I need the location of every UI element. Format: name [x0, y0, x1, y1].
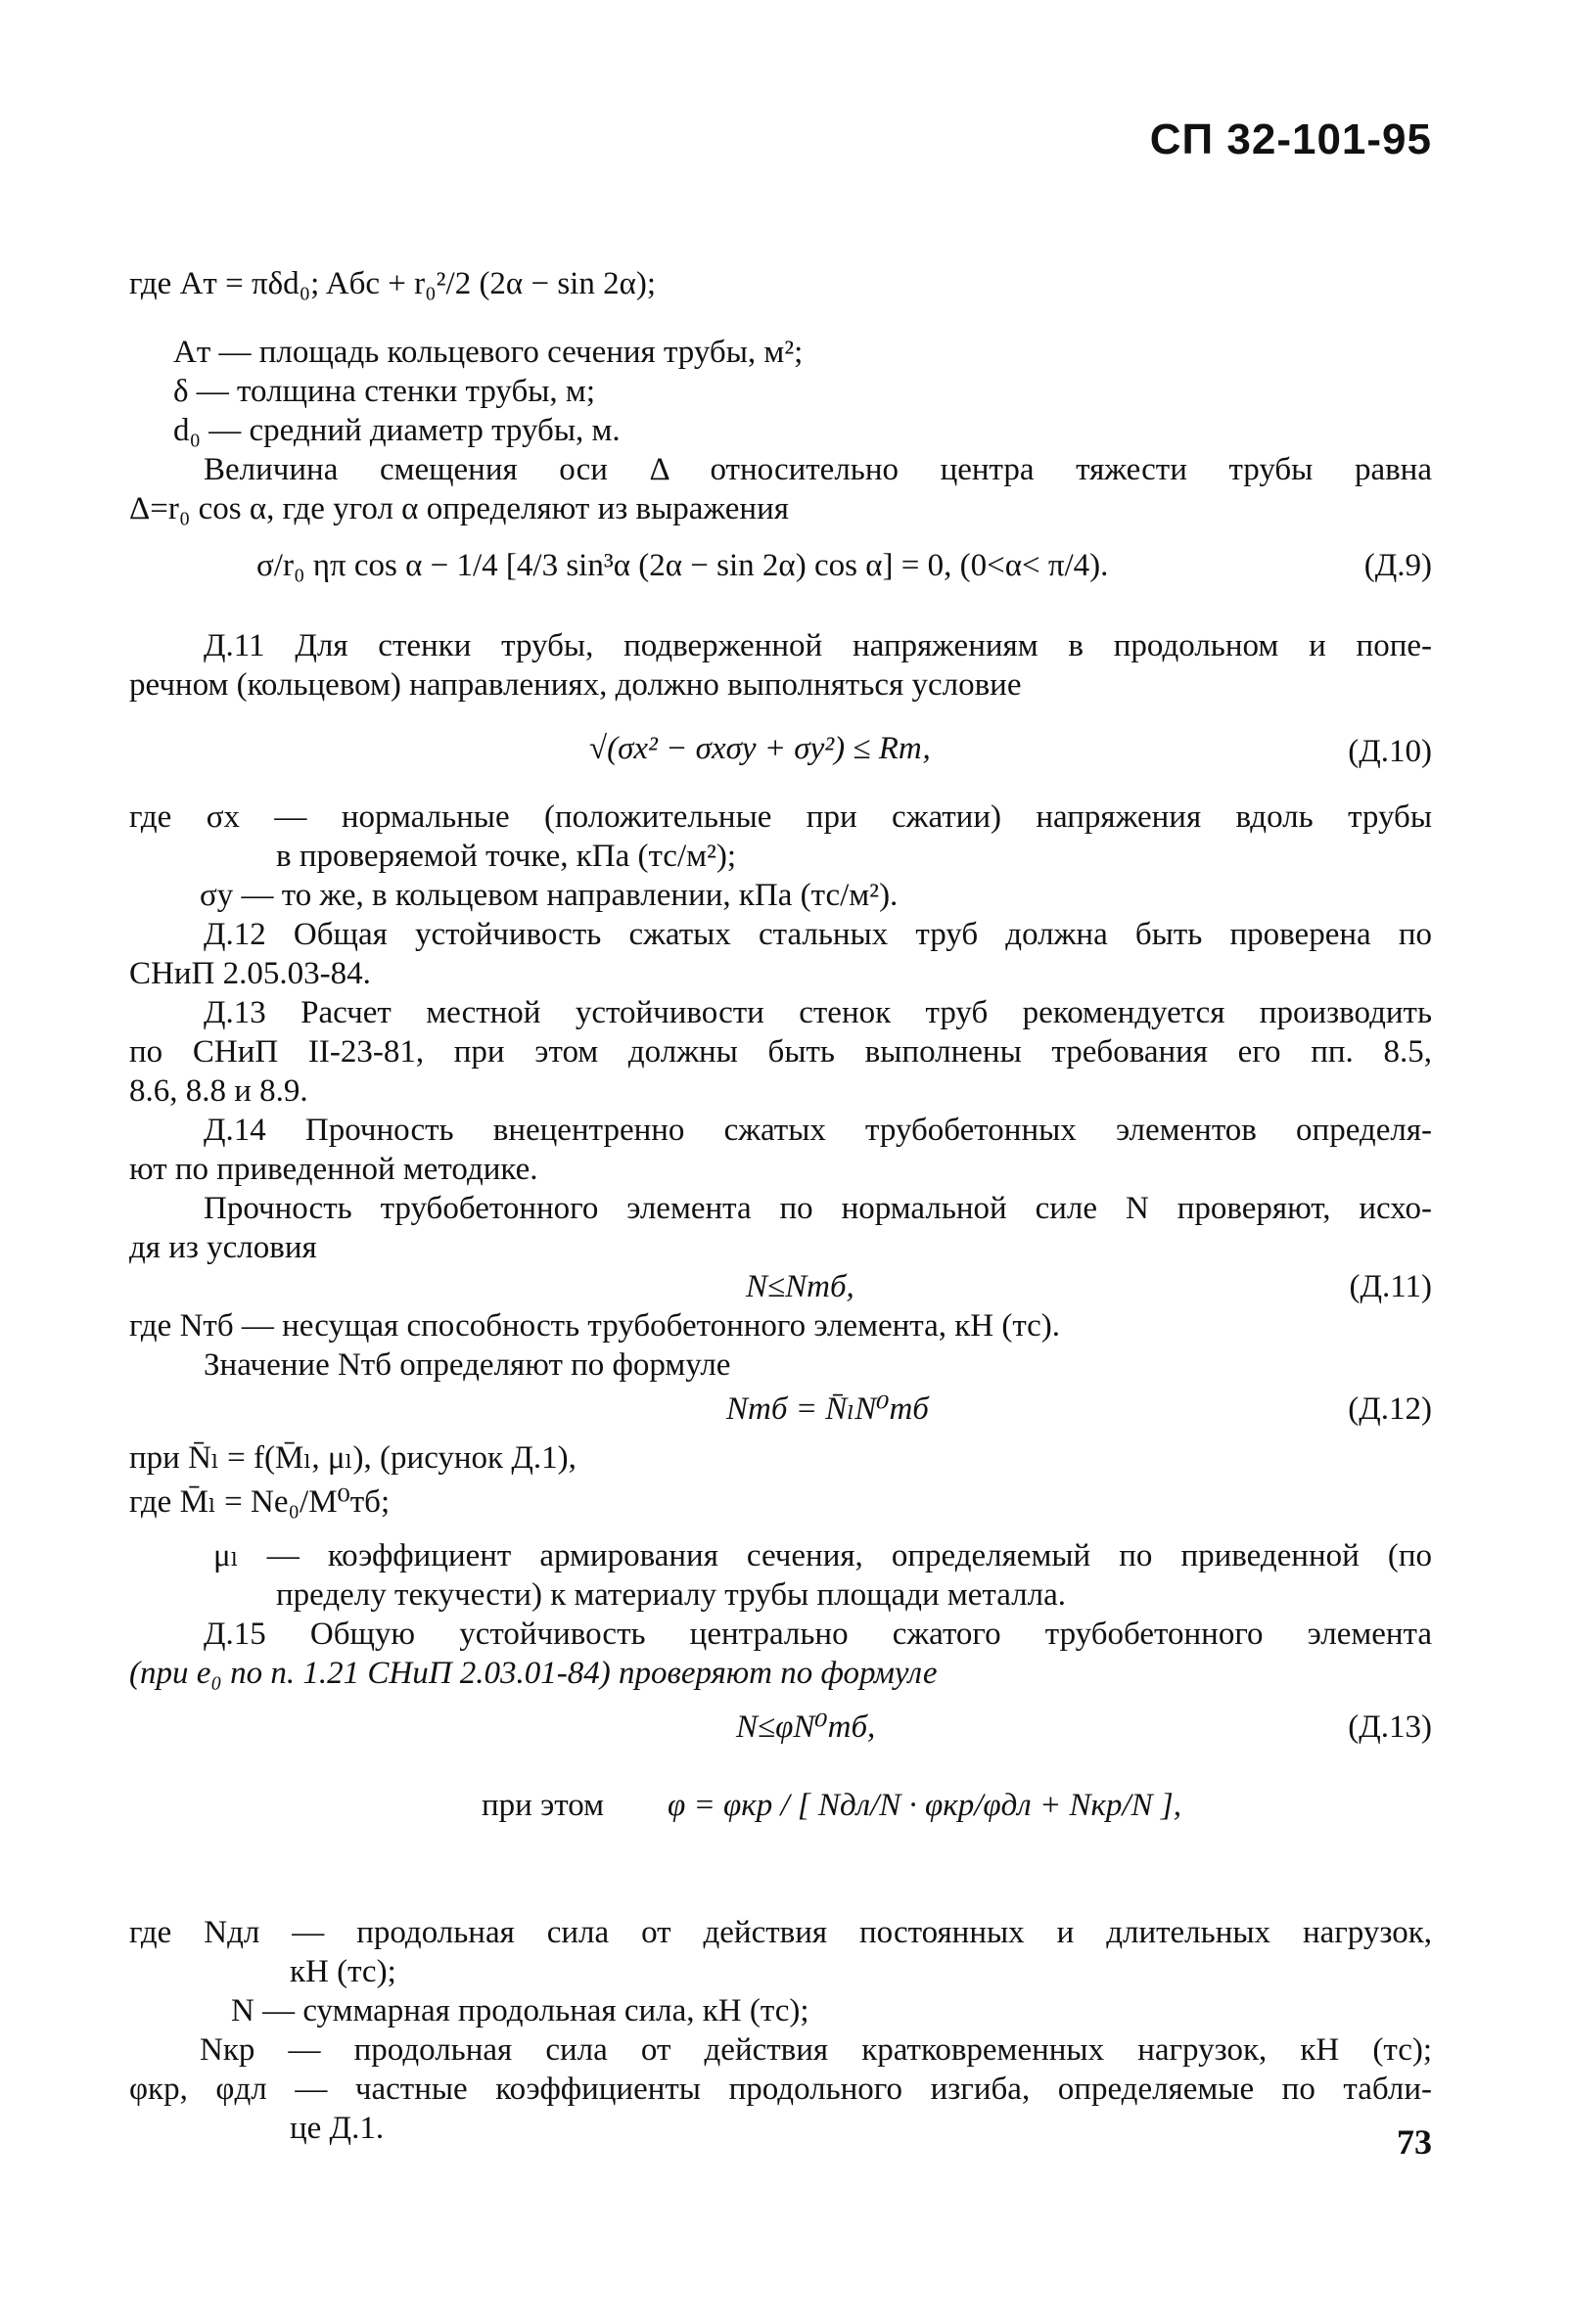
equation-d9: σ/r₀ ηπ cos α − 1/4 [4/3 sin³α (2α − sin 2α) cos α] = 0, (0<α< π/4).	[256, 548, 1109, 583]
definition-area: Aт — площадь кольцевого сечения трубы, м²;	[173, 335, 804, 370]
definition-ndl-line2: кН (тс);	[290, 1954, 396, 1989]
paragraph-d11-line1: Д.11 Для стенки трубы, подверженной напряжениям в продольном и попе-	[204, 628, 1432, 663]
paragraph-d13-line1: Д.13 Расчет местной устойчивости стенок труб рекомендуется производить	[204, 995, 1432, 1030]
condition-pri: при N̄ₗ = f(M̄ₗ, μₗ), (рисунок Д.1),	[129, 1440, 577, 1476]
definition-ntb: где Nтб — несущая способность трубобетонного элемента, кН (тс).	[129, 1308, 1061, 1344]
paragraph-strength-line1: Прочность трубобетонного элемента по нормальной силе N проверяют, исхо-	[204, 1191, 1432, 1226]
definition-nkr: Nкр — продольная сила от действия кратковременных нагрузок, кН (тс);	[200, 2032, 1432, 2068]
definition-n: N — суммарная продольная сила, кН (тс);	[231, 1993, 809, 2028]
paragraph-d13-line3: 8.6, 8.8 и 8.9.	[129, 1073, 308, 1109]
document-code-header: СП 32-101-95	[1149, 115, 1432, 163]
definition-sigma-x-line2: в проверяемой точке, кПа (тс/м²);	[276, 839, 737, 874]
paragraph-d11-line2: речном (кольцевом) направлениях, должно выполняться условие	[129, 667, 1022, 703]
definition-sigma-x-line1: где σx — нормальные (положительные при сжатии) напряжения вдоль трубы	[129, 799, 1432, 835]
paragraph-d14-line2: ют по приведенной методике.	[129, 1152, 538, 1187]
paragraph-offset-line1: Величина смещения оси Δ относительно центра тяжести трубы равна	[204, 452, 1432, 487]
paragraph-d12-line1: Д.12 Общая устойчивость сжатых стальных труб должна быть проверена по	[204, 917, 1432, 952]
paragraph-strength-line2: дя из условия	[129, 1230, 317, 1265]
paragraph-d12-line2: СНиП 2.05.03-84.	[129, 956, 371, 991]
phi-formula: φ = φкр / [ Nдл/N · φкр/φдл + Nкр/N ],	[668, 1788, 1181, 1823]
phi-label: при этом	[482, 1788, 604, 1823]
definition-thickness: δ — толщина стенки трубы, м;	[173, 374, 595, 409]
paragraph-d14-line1: Д.14 Прочность внецентренно сжатых трубобетонных элементов определя-	[204, 1113, 1432, 1148]
paragraph-offset-line2: Δ=r₀ cos α, где угол α определяют из выражения	[129, 491, 789, 526]
equation-d10-number: (Д.10)	[1348, 734, 1432, 769]
paragraph-d13-line2: по СНиП II-23-81, при этом должны быть выполнены требования его пп. 8.5,	[129, 1034, 1432, 1070]
equation-d12-number: (Д.12)	[1348, 1391, 1432, 1427]
page-number: 73	[1397, 2122, 1432, 2162]
definition-mu-line1: μₗ — коэффициент армирования сечения, определяемый по приведенной (по	[213, 1538, 1432, 1573]
definition-diameter: d₀ — средний диаметр трубы, м.	[173, 413, 621, 448]
equation-d10: √(σx² − σxσy + σy²) ≤ Rт,	[589, 731, 931, 766]
definition-phi-line1: φкр, φдл — частные коэффициенты продольного изгиба, определяемые по табли-	[129, 2072, 1432, 2107]
definition-phi-line2: це Д.1.	[290, 2111, 385, 2146]
condition-gde: где M̄ₗ = Ne₀/M⁰тб;	[129, 1484, 391, 1520]
definition-mu-line2: пределу текучести) к материалу трубы площади металла.	[276, 1577, 1066, 1613]
equation-d11-number: (Д.11)	[1349, 1269, 1432, 1304]
equation-d11: N≤Nтб,	[746, 1269, 854, 1304]
paragraph-d15-line1: Д.15 Общую устойчивость центрально сжатого трубобетонного элемента	[204, 1617, 1432, 1652]
equation-d9-number: (Д.9)	[1363, 548, 1432, 583]
equation-d13-number: (Д.13)	[1348, 1709, 1432, 1745]
equation-d12: Nтб = N̄ₗN⁰тб	[726, 1391, 929, 1427]
paragraph-d15-line2: (при e₀ по п. 1.21 СНиП 2.03.01-84) проверяют по формуле	[129, 1656, 938, 1691]
definition-ndl-line1: где Nдл — продольная сила от действия постоянных и длительных нагрузок,	[129, 1915, 1432, 1950]
formula-area-definition: где Aт = πδd₀; Aбс + r₀²/2 (2α − sin 2α);	[129, 266, 657, 301]
equation-d13: N≤φN⁰тб,	[736, 1709, 876, 1745]
paragraph-value: Значение Nтб определяют по формуле	[204, 1347, 731, 1383]
definition-sigma-y: σy — то же, в кольцевом направлении, кПа (тс/м²).	[200, 878, 899, 913]
